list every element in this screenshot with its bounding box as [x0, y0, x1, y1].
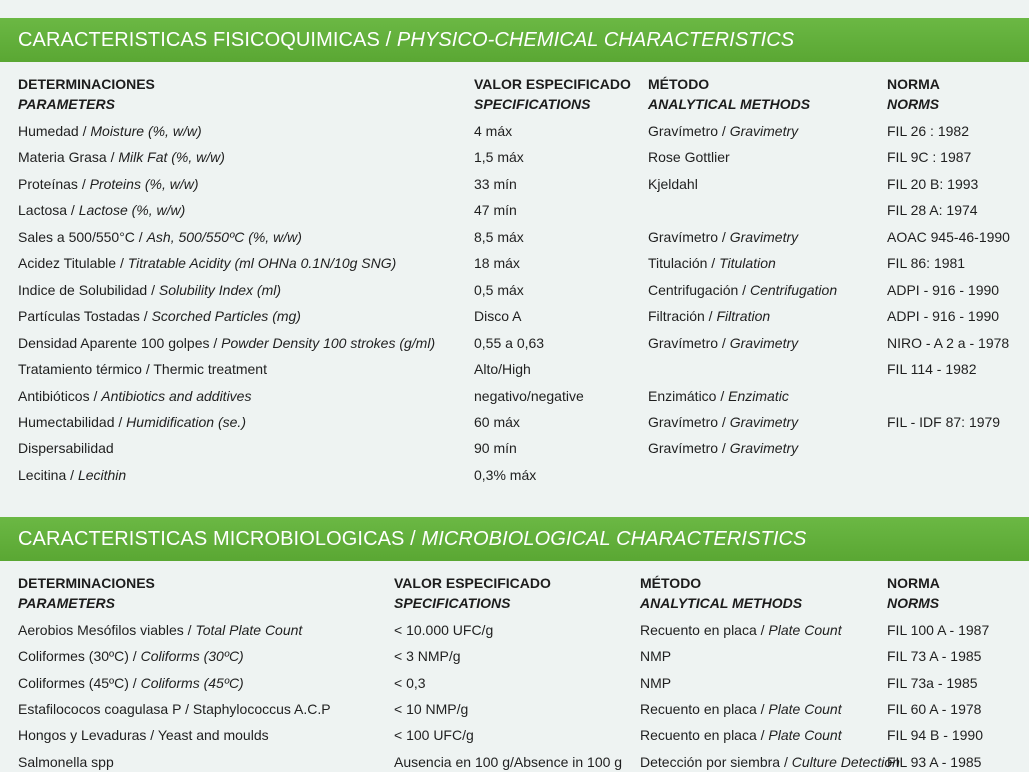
norm-cell — [887, 647, 981, 665]
parameter-name-en: Lecithin — [77, 466, 127, 483]
specification-value: 18 máx — [474, 255, 520, 272]
parameter-name-es: Aerobios Mesófilos viables / — [18, 622, 196, 638]
parameter-name-es: Acidez Titulable / — [18, 255, 128, 272]
method-cell — [648, 122, 798, 140]
norm-cell — [887, 148, 971, 166]
specification-value: 0,3% máx — [474, 466, 537, 483]
specification-cell — [474, 148, 524, 166]
column-header-method-en: ANALYTICAL METHODS — [640, 595, 803, 611]
norm-value: FIL 73 A - 1985 — [887, 648, 982, 665]
parameter-name-es: Antibióticos / — [18, 387, 102, 404]
specification-cell — [394, 726, 474, 744]
specification-cell — [474, 413, 520, 431]
norm-cell — [887, 201, 978, 219]
specification-value: < 10.000 UFC/g — [394, 622, 494, 638]
method-name-es: Rose Gottlier — [648, 149, 730, 166]
norm-cell — [887, 122, 969, 140]
parameter-name-en: Lactose (%, w/w) — [78, 202, 186, 219]
specification-value: 60 máx — [474, 413, 520, 430]
method-cell — [648, 413, 798, 431]
parameter-name-en: Powder Density 100 strokes (g/ml) — [221, 334, 436, 351]
specification-cell — [474, 439, 517, 457]
specification-value: < 100 UFC/g — [394, 727, 474, 744]
parameter-cell — [18, 281, 281, 299]
parameter-name-en: Coliforms (45ºC) — [140, 674, 244, 691]
specification-cell — [474, 201, 517, 219]
method-name-es: NMP — [640, 648, 672, 665]
specification-cell — [474, 175, 517, 193]
norm-value: FIL 9C : 1987 — [887, 149, 972, 166]
norm-cell — [887, 360, 977, 378]
parameter-cell — [18, 228, 302, 246]
parameter-name-en: Coliforms (30ºC) — [140, 648, 244, 665]
parameter-name-en: Total Plate Count — [195, 622, 303, 638]
method-name-es: Gravímetro / — [648, 413, 730, 430]
parameter-name-en: Solubility Index (ml) — [158, 281, 282, 298]
norm-value: FIL 28 A: 1974 — [887, 202, 978, 219]
method-name-es: Recuento en placa / — [640, 727, 769, 744]
method-name-es: Gravímetro / — [648, 440, 730, 457]
parameter-name-es: Humedad / — [18, 123, 91, 139]
column-header-param-es: DETERMINACIONES — [18, 575, 155, 591]
parameter-cell — [18, 413, 246, 431]
parameter-cell — [18, 621, 302, 639]
norm-cell — [887, 700, 981, 718]
column-header-spec — [474, 74, 631, 114]
column-header-spec-en: SPECIFICATIONS — [394, 595, 511, 611]
parameter-name-es: Indice de Solubilidad / — [18, 281, 159, 298]
section-title-microbiological — [0, 517, 1029, 561]
specification-cell — [474, 228, 524, 246]
norm-cell — [887, 228, 1010, 246]
parameter-name-en: Ash, 500/550ºC (%, w/w) — [146, 228, 302, 245]
specification-value: < 10 NMP/g — [394, 700, 469, 717]
norm-value: AOAC 945-46-1990 — [887, 228, 1010, 245]
column-header-spec-es: VALOR ESPECIFICADO — [474, 76, 631, 92]
parameter-name-es: Humectabilidad / — [18, 413, 127, 430]
method-name-en: Gravimetry — [729, 334, 799, 351]
specification-value: 1,5 máx — [474, 149, 524, 166]
specification-cell — [474, 254, 520, 272]
parameter-name-es: Lecitina / — [18, 466, 78, 483]
norm-cell — [887, 753, 981, 771]
parameter-name-es: Proteínas / — [18, 175, 90, 192]
parameter-cell — [18, 148, 225, 166]
method-name-es: Kjeldahl — [648, 175, 698, 192]
parameter-name-en: Proteins (%, w/w) — [89, 175, 199, 192]
column-header-norm — [887, 74, 940, 114]
parameter-cell — [18, 122, 202, 140]
specification-value: 8,5 máx — [474, 228, 524, 245]
method-name-es: Enzimático / — [648, 387, 729, 404]
method-name-en: Gravimetry — [729, 413, 799, 430]
specification-cell — [394, 753, 622, 771]
norm-value: FIL 60 A - 1978 — [887, 700, 982, 717]
norm-cell — [887, 307, 999, 325]
specification-value: Ausencia en 100 g/Absence in 100 g — [394, 753, 623, 770]
norm-value: FIL 86: 1981 — [887, 255, 966, 272]
parameter-name-es: Coliformes (30ºC) / — [18, 648, 141, 665]
method-name-es: Gravímetro / — [648, 334, 730, 351]
specification-cell — [394, 700, 468, 718]
method-cell — [648, 334, 798, 352]
parameter-cell — [18, 674, 244, 692]
parameter-name-es: Sales a 500/550°C / — [18, 228, 147, 245]
norm-value: FIL 94 B - 1990 — [887, 727, 983, 744]
specification-value: Alto/High — [474, 361, 531, 378]
norm-cell — [887, 413, 1000, 431]
column-header-norm-es: NORMA — [887, 76, 940, 92]
parameter-name-en: Moisture (%, w/w) — [90, 123, 202, 139]
column-header-param — [18, 74, 155, 114]
column-header-param-es: DETERMINACIONES — [18, 76, 155, 92]
method-cell — [640, 647, 671, 665]
method-name-es: Filtración / — [648, 308, 717, 325]
specification-value: 4 máx — [474, 123, 513, 139]
column-header-spec-es: VALOR ESPECIFICADO — [394, 575, 551, 591]
norm-cell — [887, 175, 978, 193]
method-cell — [640, 621, 842, 639]
specification-cell — [394, 647, 461, 665]
method-cell — [648, 228, 798, 246]
specification-value: negativo/negative — [474, 387, 584, 404]
parameter-name-es: Densidad Aparente 100 golpes / — [18, 334, 222, 351]
parameter-name-en: Humidification (se.) — [126, 413, 246, 430]
norm-cell — [887, 334, 1009, 352]
norm-value: FIL 20 B: 1993 — [887, 175, 979, 192]
parameter-name-es: Dispersabilidad — [18, 440, 114, 457]
column-header-method — [648, 74, 810, 114]
specification-value: 0,55 a 0,63 — [474, 334, 545, 351]
parameter-cell — [18, 334, 435, 352]
method-name-es: Centrifugación / — [648, 281, 750, 298]
method-name-es: NMP — [640, 674, 672, 691]
parameter-cell — [18, 726, 269, 744]
column-header-norm-en: NORMS — [887, 595, 940, 611]
specification-value: 47 mín — [474, 202, 517, 219]
norm-cell — [887, 254, 965, 272]
section-title-en: PHYSICO-CHEMICAL CHARACTERISTICS — [396, 29, 795, 51]
specification-value: 0,5 máx — [474, 281, 524, 298]
method-name-en: Plate Count — [768, 700, 842, 717]
column-header-method-es: MÉTODO — [640, 575, 702, 591]
parameter-cell — [18, 387, 251, 405]
specification-cell — [394, 621, 493, 639]
specification-cell — [474, 281, 524, 299]
method-name-es: Gravímetro / — [648, 228, 730, 245]
specification-cell — [474, 334, 544, 352]
method-name-es: Recuento en placa / — [640, 700, 769, 717]
method-name-en: Enzimatic — [728, 387, 789, 404]
parameter-cell — [18, 201, 185, 219]
norm-cell — [887, 281, 999, 299]
column-header-spec-en: SPECIFICATIONS — [474, 96, 591, 112]
parameter-name-es: Tratamiento térmico / Thermic treatment — [18, 361, 267, 378]
method-name-en: Filtration — [716, 308, 771, 325]
parameter-name-es: Materia Grasa / — [18, 149, 119, 166]
norm-value: ADPI - 916 - 1990 — [887, 308, 1000, 325]
specification-cell — [394, 674, 426, 692]
norm-value: FIL 114 - 1982 — [887, 361, 977, 378]
specification-value: < 3 NMP/g — [394, 648, 461, 665]
specification-cell — [474, 360, 531, 378]
specification-value: 33 mín — [474, 175, 517, 192]
norm-value: FIL - IDF 87: 1979 — [887, 413, 1001, 430]
parameter-name-es: Hongos y Levaduras / Yeast and moulds — [18, 727, 269, 744]
column-header-param-en: PARAMETERS — [18, 96, 115, 112]
method-name-es: Detección por siembra / — [640, 753, 792, 770]
method-cell — [648, 254, 776, 272]
specification-cell — [474, 466, 536, 484]
method-name-en: Plate Count — [768, 727, 842, 744]
specification-cell — [474, 387, 584, 405]
parameter-name-en: Antibiotics and additives — [101, 387, 252, 404]
section-title-es: CARACTERISTICAS MICROBIOLOGICAS / — [18, 528, 422, 550]
column-header-method — [640, 573, 802, 613]
parameter-cell — [18, 307, 301, 325]
norm-cell — [887, 621, 989, 639]
column-header-norm — [887, 573, 940, 613]
specification-value: < 0,3 — [394, 674, 426, 691]
method-cell — [640, 726, 842, 744]
method-name-en: Gravimetry — [729, 123, 799, 139]
section-title-es: CARACTERISTICAS FISICOQUIMICAS / — [18, 29, 397, 51]
column-header-norm-en: NORMS — [887, 96, 940, 112]
specification-cell — [474, 122, 512, 140]
column-header-param — [18, 573, 155, 613]
parameter-name-en: Milk Fat (%, w/w) — [118, 149, 225, 166]
method-cell — [640, 674, 671, 692]
parameter-cell — [18, 360, 267, 378]
section-title-en: MICROBIOLOGICAL CHARACTERISTICS — [421, 528, 807, 550]
method-cell — [648, 175, 698, 193]
parameter-cell — [18, 647, 244, 665]
parameter-name-es: Estafilococos coagulasa P / Staphylococcus A.C.P — [18, 700, 331, 717]
specification-value: 90 mín — [474, 440, 517, 457]
method-name-en: Titulation — [719, 255, 776, 272]
column-header-norm-es: NORMA — [887, 575, 940, 591]
parameter-name-es: Coliformes (45ºC) / — [18, 674, 141, 691]
method-name-en: Centrifugation — [749, 281, 838, 298]
parameter-name-en: Scorched Particles (mg) — [151, 308, 301, 325]
method-cell — [648, 307, 770, 325]
parameter-name-es: Partículas Tostadas / — [18, 308, 152, 325]
column-header-method-es: MÉTODO — [648, 76, 710, 92]
specification-value: Disco A — [474, 308, 522, 325]
method-name-en: Plate Count — [768, 622, 842, 638]
norm-value: NIRO - A 2 a - 1978 — [887, 334, 1010, 351]
column-header-spec — [394, 573, 551, 613]
norm-cell — [887, 726, 983, 744]
section-title-physico-chemical — [0, 18, 1029, 62]
parameter-cell — [18, 753, 114, 771]
norm-value: FIL 73a - 1985 — [887, 674, 978, 691]
column-header-method-en: ANALYTICAL METHODS — [648, 96, 811, 112]
method-name-es: Titulación / — [648, 255, 720, 272]
parameter-name-es: Lactosa / — [18, 202, 79, 219]
parameter-cell — [18, 254, 396, 272]
method-cell — [648, 387, 789, 405]
norm-value: FIL 26 : 1982 — [887, 123, 969, 139]
method-name-en: Culture Detection — [791, 753, 900, 770]
norm-value: ADPI - 916 - 1990 — [887, 281, 1000, 298]
norm-value: FIL 93 A - 1985 — [887, 753, 982, 770]
method-cell — [640, 700, 842, 718]
method-name-en: Gravimetry — [729, 440, 799, 457]
method-cell — [648, 148, 730, 166]
method-cell — [648, 439, 798, 457]
column-header-param-en: PARAMETERS — [18, 595, 115, 611]
method-cell — [640, 753, 900, 771]
parameter-cell — [18, 466, 126, 484]
specification-cell — [474, 307, 521, 325]
norm-cell — [887, 674, 978, 692]
parameter-cell — [18, 439, 114, 457]
method-name-es: Gravímetro / — [648, 123, 730, 139]
norm-value: FIL 100 A - 1987 — [887, 622, 990, 638]
parameter-name-es: Salmonella spp — [18, 753, 114, 770]
parameter-cell — [18, 175, 199, 193]
method-name-en: Gravimetry — [729, 228, 799, 245]
method-cell — [648, 281, 837, 299]
method-name-es: Recuento en placa / — [640, 622, 769, 638]
parameter-cell — [18, 700, 331, 718]
parameter-name-en: Titratable Acidity (ml OHNa 0.1N/10g SNG) — [127, 255, 397, 272]
